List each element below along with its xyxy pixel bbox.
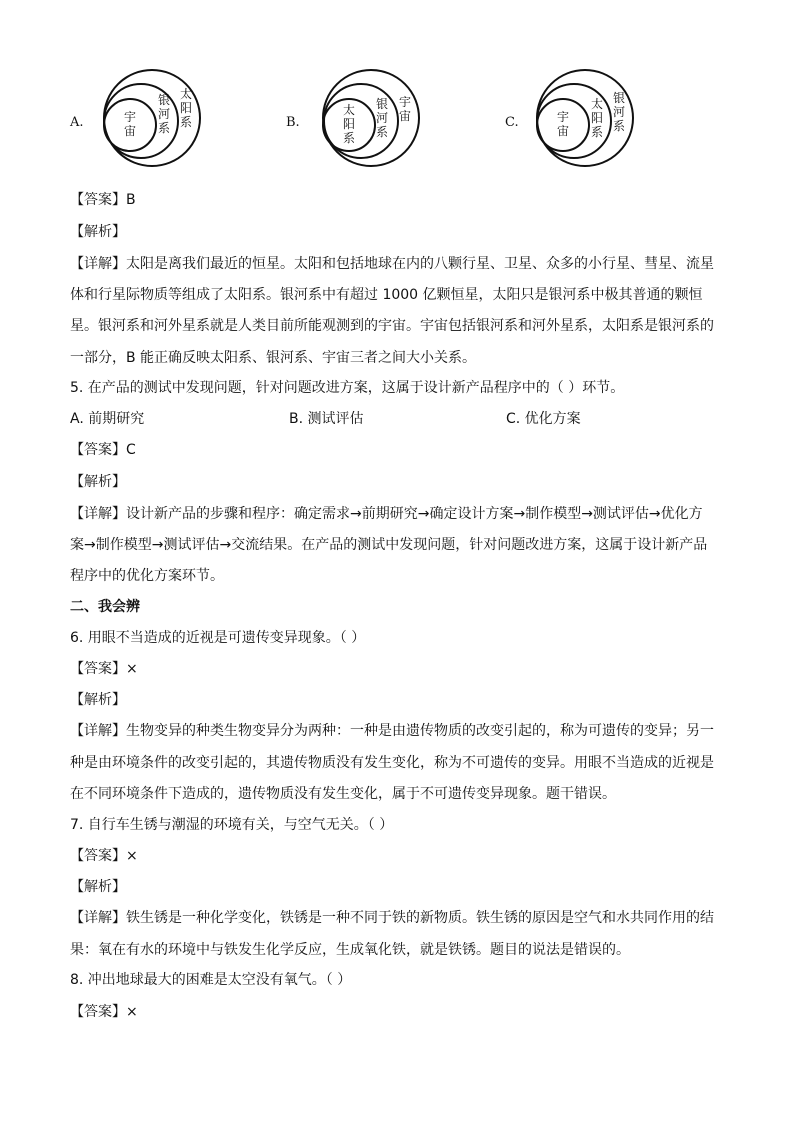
option-letter: A.	[70, 115, 84, 130]
middle-label-2: 河	[158, 107, 171, 121]
question-5-stem: 5. 在产品的测试中发现问题，针对问题改进方案，这属于设计新产品程序中的（ ）环节。	[70, 380, 625, 396]
analysis-heading: 【解析】	[70, 224, 126, 240]
middle-label-1: 太	[591, 97, 604, 111]
outer-label-1: 太	[180, 87, 193, 101]
analysis-heading: 【解析】	[70, 879, 126, 895]
detail-line: 【详解】设计新产品的步骤和程序：确定需求→前期研究→确定设计方案→制作模型→测试评估→优化方	[70, 506, 703, 522]
section-heading: 二、我会辨	[70, 599, 140, 615]
inner-label-1: 宇	[557, 110, 570, 124]
detail-line: 【详解】太阳是离我们最近的恒星。太阳和包括地球在内的八颗行星、卫星、众多的小行星、彗星、流星	[70, 256, 714, 272]
analysis-heading: 【解析】	[70, 692, 126, 708]
inner-label-3: 系	[343, 131, 356, 145]
detail-line: 体和行星际物质等组成了太阳系。银河系中有超过 1000 亿颗恒星，太阳只是银河系中极其普通的颗恒	[70, 287, 703, 303]
analysis-heading: 【解析】	[70, 474, 126, 490]
detail-line: 案→制作模型→测试评估→交流结果。在产品的测试中发现问题，针对问题改进方案，这属于设计新产品	[70, 537, 708, 553]
detail-line: 【详解】铁生锈是一种化学变化，铁锈是一种不同于铁的新物质。铁生锈的原因是空气和水共同作用的结	[70, 910, 714, 926]
option-b-figure[interactable]	[286, 68, 446, 168]
answer-line: 【答案】C	[70, 442, 136, 458]
option-c[interactable]: C. 优化方案	[506, 411, 581, 427]
outer-label-2: 阳	[180, 101, 193, 115]
inner-label-2: 阳	[343, 117, 356, 131]
question-6-stem: 6. 用眼不当造成的近视是可遗传变异现象。（ ）	[70, 630, 366, 646]
detail-line: 一部分，B 能正确反映太阳系、银河系、宇宙三者之间大小关系。	[70, 350, 477, 366]
inner-label-1: 宇	[124, 110, 137, 124]
middle-label-3: 系	[158, 121, 171, 135]
nested-circles-diagram	[311, 68, 431, 168]
detail-line: 【详解】生物变异的种类生物变异分为两种：一种是由遗传物质的改变引起的，称为可遗传的变异；另一	[70, 723, 714, 739]
option-a-figure[interactable]	[70, 68, 230, 168]
detail-line: 在不同环境条件下造成的，遗传物质没有发生变化，属于不可遗传变异现象。题干错误。	[70, 786, 616, 802]
question-8-stem: 8. 冲出地球最大的困难是太空没有氧气。（ ）	[70, 972, 352, 988]
answer-line: 【答案】×	[70, 1004, 138, 1020]
option-letter: B.	[286, 115, 300, 130]
detail-line: 星。银河系和河外星系就是人类目前所能观测到的宇宙。宇宙包括银河系和河外星系，太阳系是银河系的	[70, 318, 714, 334]
outer-label-1: 银	[613, 91, 626, 105]
option-letter: C.	[505, 115, 519, 130]
inner-label-1: 太	[343, 103, 356, 117]
middle-label-3: 系	[376, 125, 389, 139]
outer-label-2: 宙	[399, 109, 412, 123]
middle-label-1: 银	[158, 93, 171, 107]
nested-circles-diagram	[92, 68, 212, 168]
detail-line: 果：氧在有水的环境中与铁发生化学反应，生成氧化铁，就是铁锈。题目的说法是错误的。	[70, 942, 630, 958]
answer-line: 【答案】×	[70, 661, 138, 677]
detail-line: 种是由环境条件的改变引起的，其遗传物质没有发生变化，称为不可遗传的变异。用眼不当造成的近视是	[70, 755, 714, 771]
middle-label-2: 阳	[591, 111, 604, 125]
option-c-figure[interactable]	[505, 68, 665, 168]
option-b[interactable]: B. 测试评估	[289, 411, 364, 427]
question-7-stem: 7. 自行车生锈与潮湿的环境有关，与空气无关。（ ）	[70, 817, 394, 833]
outer-label-2: 河	[613, 105, 626, 119]
option-a[interactable]: A. 前期研究	[70, 411, 145, 427]
middle-label-1: 银	[376, 97, 389, 111]
middle-label-2: 河	[376, 111, 389, 125]
outer-label-3: 系	[613, 119, 626, 133]
nested-circles-diagram	[525, 68, 645, 168]
inner-label-2: 宙	[557, 124, 570, 138]
answer-line: 【答案】B	[70, 192, 136, 208]
detail-line: 程序中的优化方案环节。	[70, 568, 224, 584]
answer-line: 【答案】×	[70, 848, 138, 864]
middle-label-3: 系	[591, 125, 604, 139]
outer-label-1: 宇	[399, 95, 412, 109]
outer-label-3: 系	[180, 115, 193, 129]
inner-label-2: 宙	[124, 124, 137, 138]
